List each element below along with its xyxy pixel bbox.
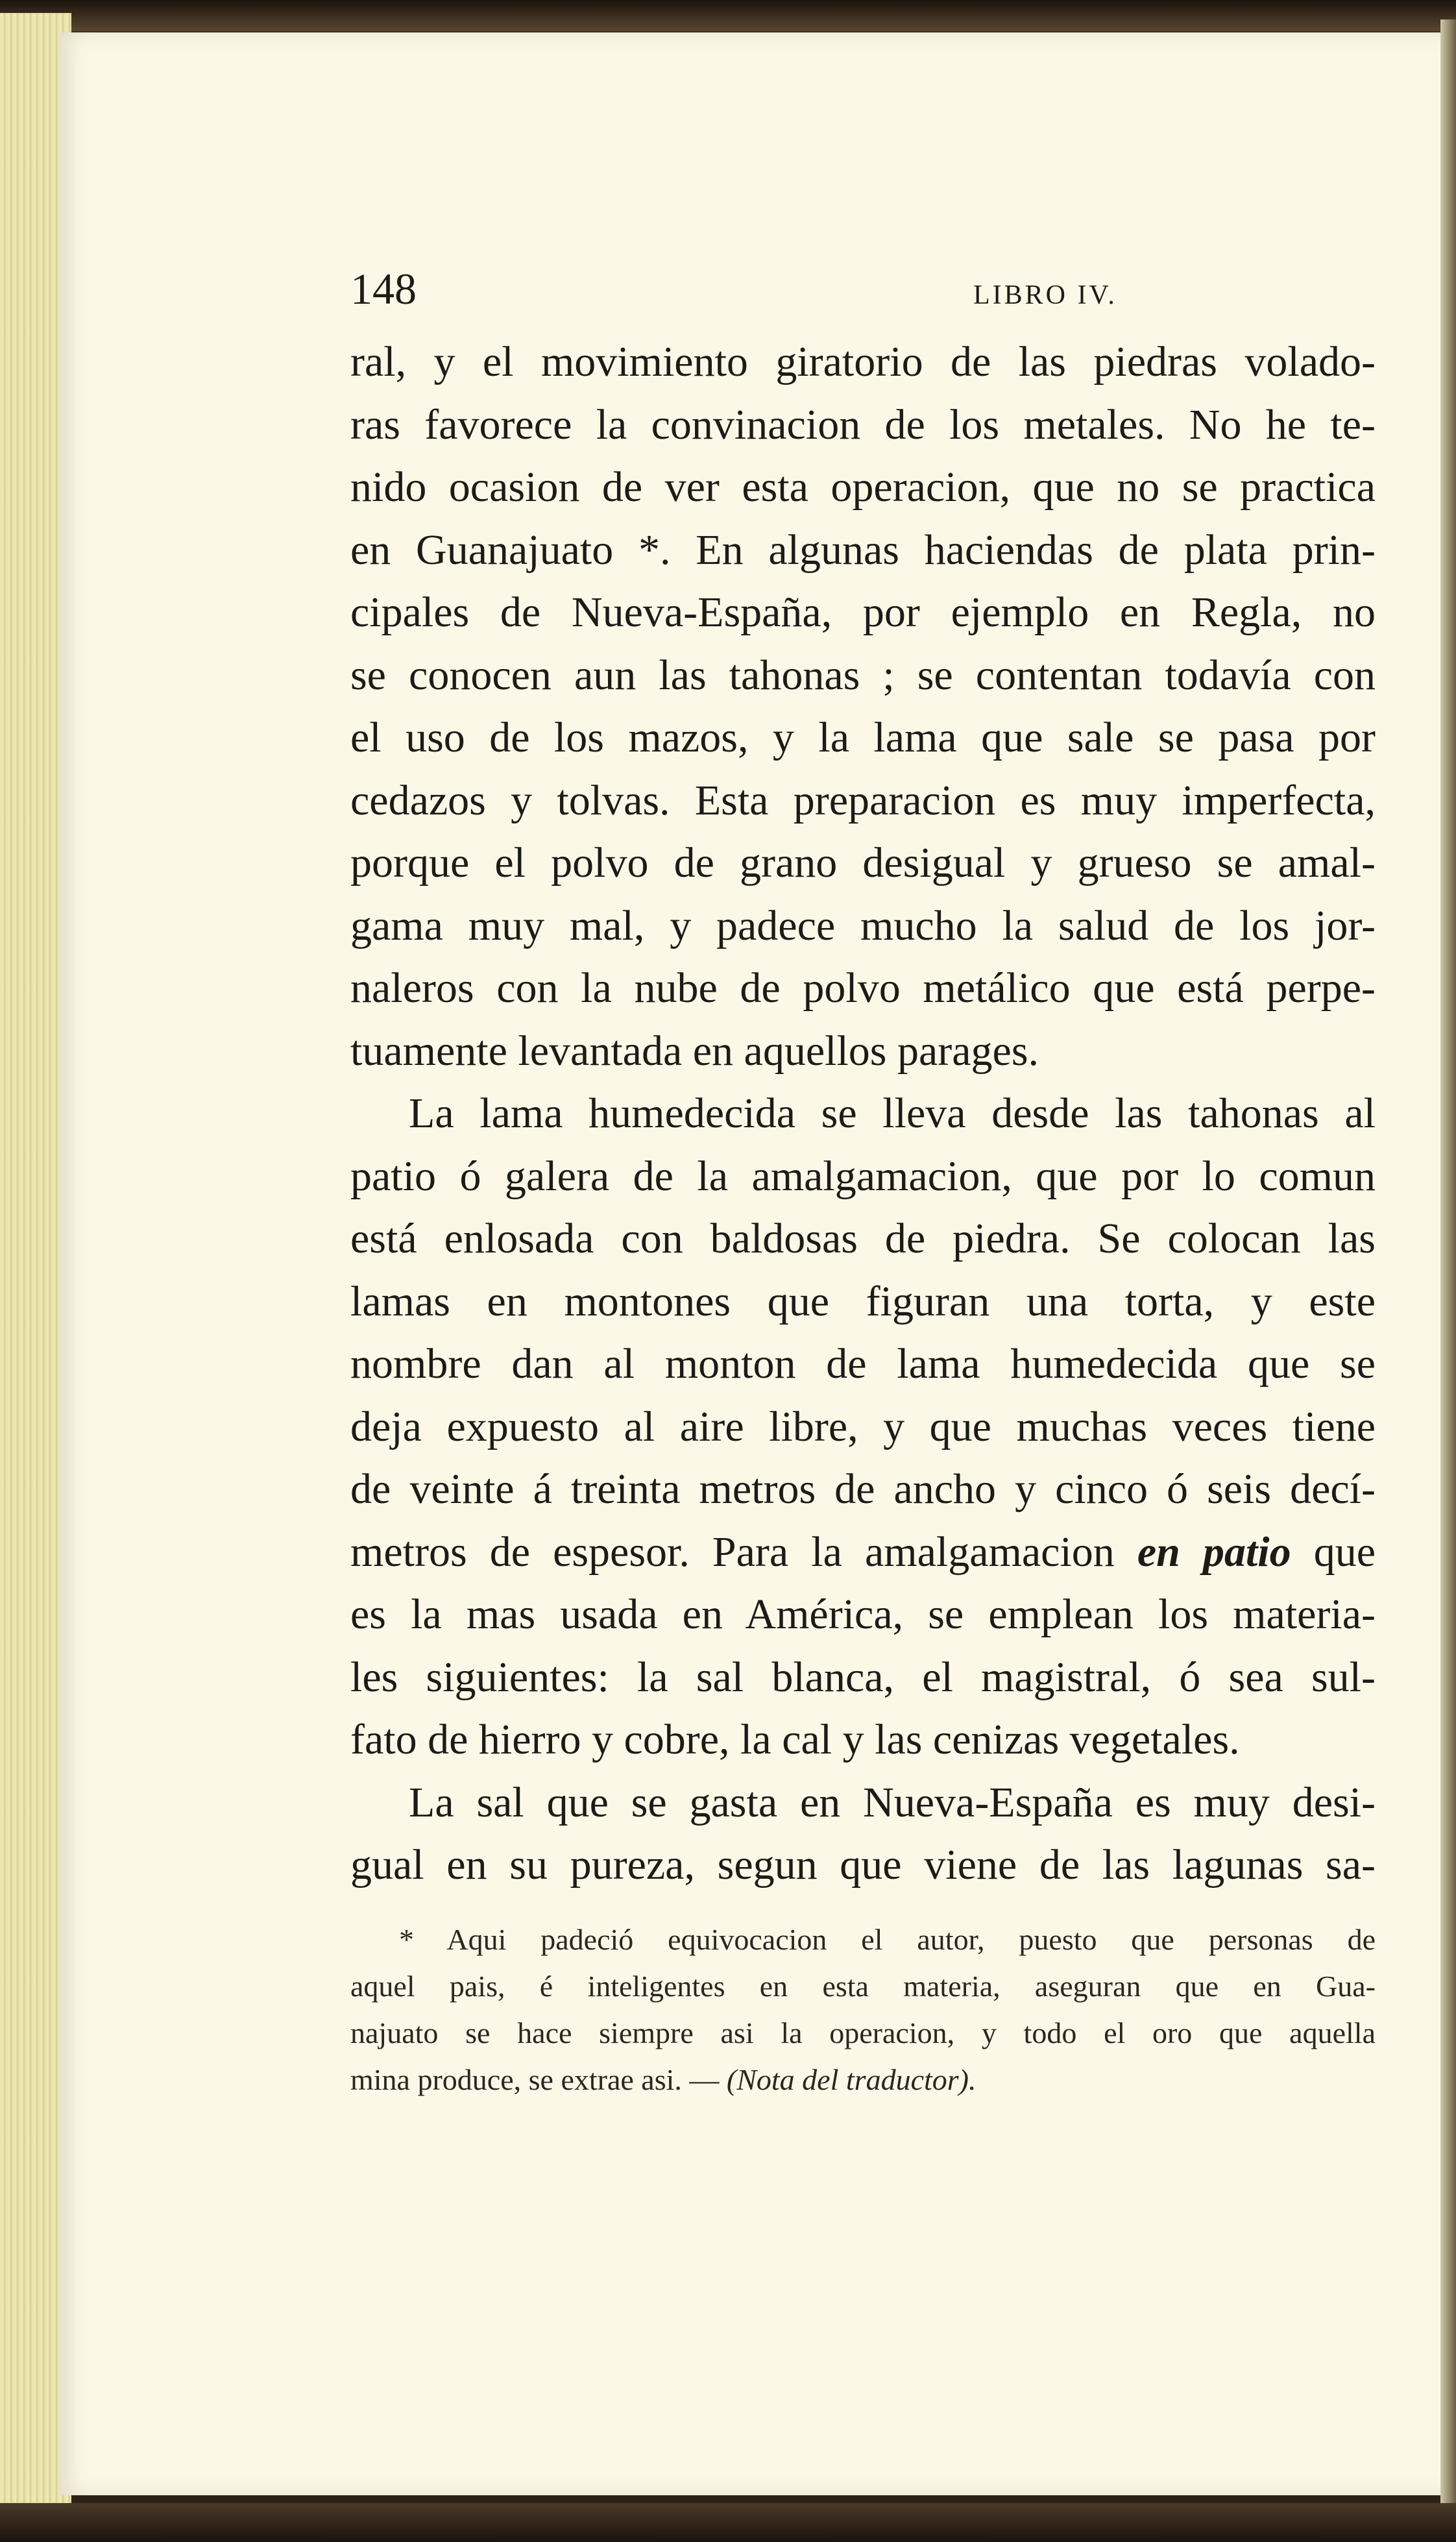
text-line: La lama humedecida se lleva desde las tahonas al <box>409 1090 1376 1137</box>
text-line: tuamente levantada en aquellos parages. <box>350 1027 1039 1075</box>
footnote <box>292 1916 1382 2103</box>
book-bottom-edge <box>0 2503 1456 2542</box>
text-line: gama muy mal, y padece mucho la salud de los jor- <box>350 901 1376 949</box>
text-line: cedazos y tolvas. Esta preparacion es muy imperfecta, <box>350 776 1376 824</box>
text-line-with-italic <box>350 1521 1376 1584</box>
text-run: metros de espesor. Para la amalgamacion <box>350 1528 1115 1576</box>
body-text <box>292 331 1382 1897</box>
text-line: ras favorece la convinacion de los metales. No he te- <box>350 400 1376 448</box>
page-number: 148 <box>350 264 417 313</box>
text-line: ral, y el movimiento giratorio de las piedras volado- <box>350 338 1376 385</box>
text-line: en Guanajuato *. En algunas haciendas de plata prin- <box>350 526 1376 574</box>
text-line: La sal que se gasta en Nueva-España es muy desi- <box>409 1778 1376 1826</box>
text-line: está enlosada con baldosas de piedra. Se colocan las <box>350 1215 1376 1262</box>
page-content <box>292 260 1382 2103</box>
footnote-line: najuato se hace siempre asi la operacion, y todo el oro que aquella <box>350 2016 1376 2049</box>
text-line: el uso de los mazos, y la lama que sale se pasa por <box>350 714 1376 761</box>
text-line: fato de hierro y cobre, la cal y las cenizas vegetales. <box>350 1716 1240 1763</box>
text-line: nombre dan al monton de lama humedecida que se <box>350 1340 1376 1387</box>
text-line: es la mas usada en América, se emplean los materia- <box>350 1591 1376 1638</box>
page-right-edge <box>1440 19 1456 2524</box>
running-head-title: LIBRO IV. <box>973 280 1117 310</box>
italic-term: en patio <box>1137 1528 1291 1576</box>
text-line: patio ó galera de la amalgamacion, que por lo comun <box>350 1152 1376 1200</box>
text-line: deja expuesto al aire libre, y que muchas veces tiene <box>350 1402 1376 1450</box>
text-line: lamas en montones que figuran una torta, y este <box>350 1277 1376 1325</box>
running-head <box>292 260 1382 318</box>
text-line: gual en su pureza, segun que viene de las lagunas sa- <box>350 1841 1376 1888</box>
text-line: naleros con la nube de polvo metálico que está perpe- <box>350 964 1376 1012</box>
text-line: se conocen aun las tahonas ; se contentan todavía con <box>350 651 1376 699</box>
footnote-line <box>350 2057 1376 2103</box>
text-run: que <box>1313 1528 1376 1576</box>
text-line: de veinte á treinta metros de ancho y cinco ó seis decí- <box>350 1465 1376 1513</box>
footnote-text: mina produce, se extrae asi. — <box>350 2062 720 2096</box>
footnote-line: aquel pais, é inteligentes en esta materia, aseguran que en Gua- <box>350 1969 1376 2003</box>
translator-note: (Nota del traductor). <box>726 2062 977 2096</box>
text-line: cipales de Nueva-España, por ejemplo en Regla, no <box>350 589 1376 636</box>
text-line: nido ocasion de ver esta operacion, que no se practica <box>350 463 1376 511</box>
text-line: porque el polvo de grano desigual y grueso se amal- <box>350 839 1376 886</box>
footnote-line: * Aqui padeció equivocacion el autor, puesto que personas de <box>399 1922 1376 1956</box>
text-line: les siguientes: la sal blanca, el magistral, ó sea sul- <box>350 1653 1376 1701</box>
book-top-edge <box>0 0 1456 31</box>
